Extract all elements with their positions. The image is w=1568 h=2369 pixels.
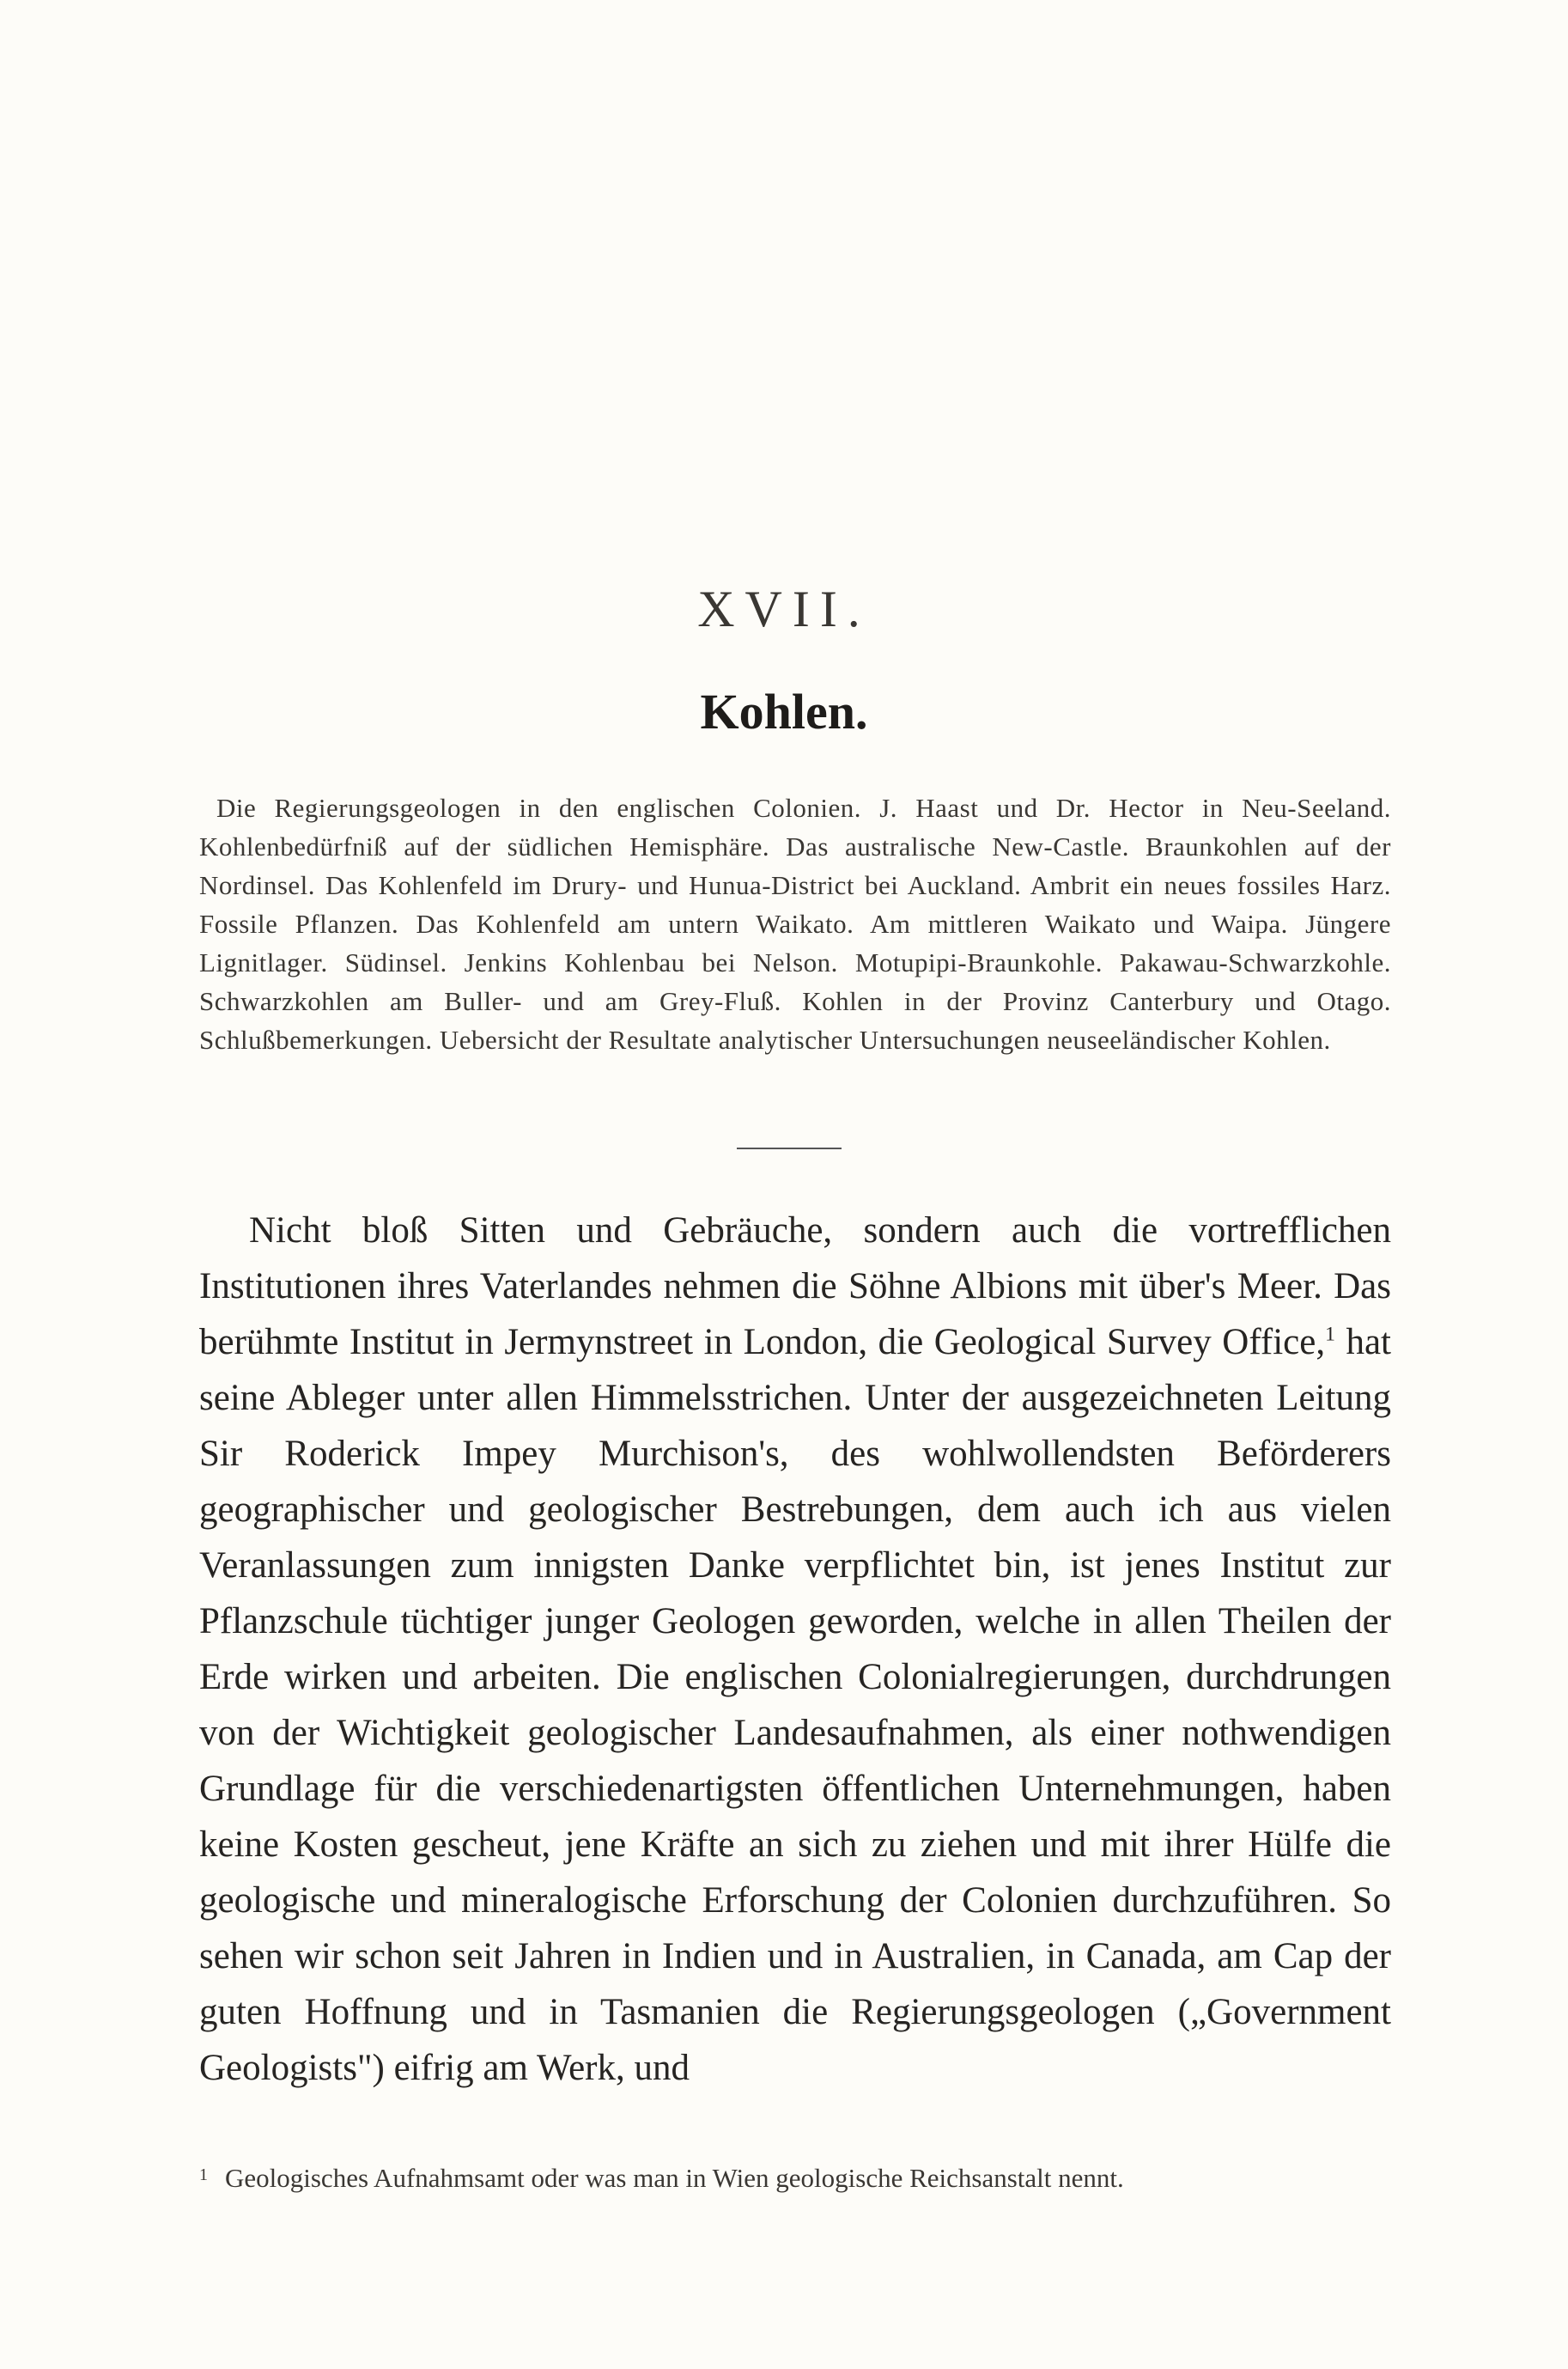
- chapter-summary: Die Regierungsgeologen in den englischen Colonien. J. Haast und Dr. Hector in Neu-Seeland. Kohlenbedürfniß auf der südlichen Hemisphäre. Das australische New-Castle. Braunkohlen auf der Nordinsel. Das Kohlenfeld im Drury- und Hunua-District bei Auckland. Ambrit ein neues fossiles Harz. Fossile Pflanzen. Das Kohlenfeld am untern Waikato. Am mittleren Waikato und Waipa. Jüngere Lignitlager. Südinsel. Jenkins Kohlenbau bei Nelson. Motupipi-Braunkohle. Pakawau-Schwarzkohle. Schwarzkohlen am Buller- und am Grey-Fluß. Kohlen in der Provinz Canterbury und Otago. Schlußbemerkungen. Uebersicht der Resultate analytischer Untersuchungen neuseeländischer Kohlen.: [199, 793, 1391, 1055]
- section-divider: [737, 1148, 842, 1149]
- body-paragraph: [199, 1203, 1391, 2096]
- footnote: [199, 2161, 1417, 2195]
- footnote-text: Geologisches Aufnahmsamt oder was man in Wien geologische Reichsanstalt nennt.: [225, 2163, 1124, 2193]
- footnote-mark: 1: [199, 2165, 208, 2184]
- body-text-part-1: Nicht bloß Sitten und Gebräuche, sondern auch die vortrefflichen Institutionen ihres Vaterlandes nehmen die Söhne Albions mit über's Meer. Das berühmte Institut in Jermynstreet in London, die Geological Survey Office,: [199, 1210, 1391, 1362]
- chapter-title: Kohlen.: [700, 684, 868, 740]
- chapter-number: XVII.: [697, 581, 871, 637]
- footnote-reference: 1: [1325, 1323, 1335, 1346]
- body-text-part-2: hat seine Ableger unter allen Himmelsstrichen. Unter der ausgezeichneten Leitung Sir Roderick Impey Murchison's, des wohlwollendsten Beförderers geographischer und geologischer Bestrebungen, dem auch ich aus vielen Veranlassungen zum innigsten Danke verpflichtet bin, ist jenes Institut zur Pflanzschule tüchtiger junger Geologen geworden, welche in allen Theilen der Erde wirken und arbeiten. Die englischen Colonialregierungen, durchdrungen von der Wichtigkeit geologischer Landesaufnahmen, als einer nothwendigen Grundlage für die verschiedenartigsten öffentlichen Unternehmungen, haben keine Kosten gescheut, jene Kräfte an sich zu ziehen und mit ihrer Hülfe die geologische und mineralogische Erforschung der Colonien durchzuführen. So sehen wir schon seit Jahren in Indien und in Australien, in Canada, am Cap der guten Hoffnung und in Tasmanien die Regierungsgeologen („Government Geologists") eifrig am Werk, und: [199, 1322, 1391, 2088]
